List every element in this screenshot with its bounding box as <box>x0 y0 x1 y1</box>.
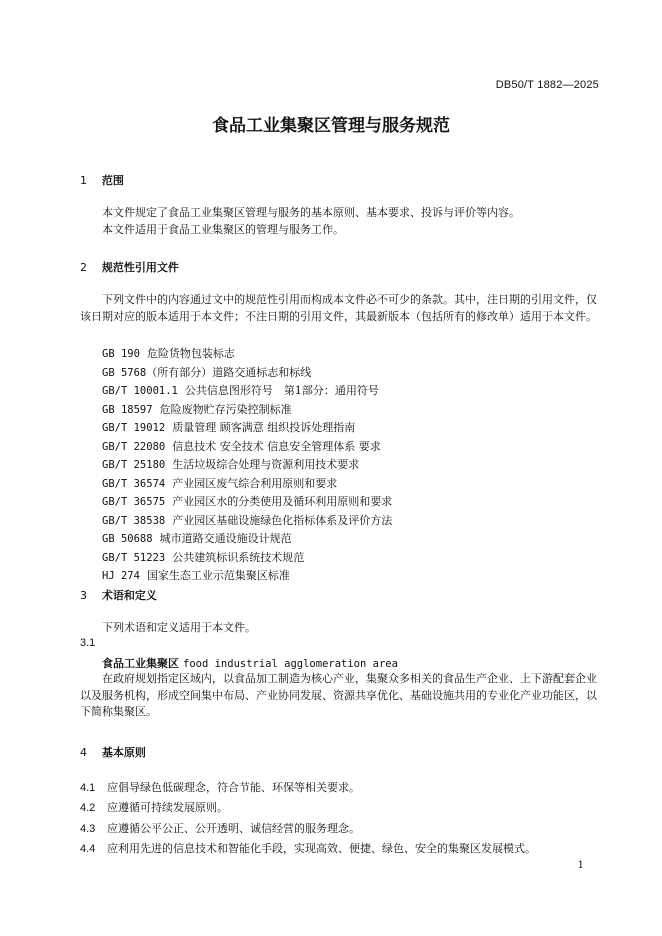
principle-item <box>80 798 536 818</box>
principle-number: 4.3 <box>80 822 96 835</box>
principle-item <box>80 839 536 859</box>
reference-code: GB/T 36574 <box>102 477 166 490</box>
reference-name: 产业园区基础设施绿色化指标体系及评价方法 <box>172 513 393 527</box>
term-chinese: 食品工业集聚区 <box>102 657 179 670</box>
section-heading-scope <box>80 172 124 188</box>
clause-number: 3.1 <box>80 637 96 649</box>
reference-code: HJ 274 <box>102 570 140 582</box>
reference-name: 公共建筑标识系统技术规范 <box>172 550 305 564</box>
reference-code: GB/T 25180 <box>102 459 166 471</box>
reference-name: 质量管理 顾客满意 组织投诉处理指南 <box>172 421 356 434</box>
section-title: 术语和定义 <box>101 589 157 602</box>
principle-number: 4.2 <box>80 802 96 815</box>
scope-paragraph-1: 本文件规定了食品工业集聚区管理与服务的基本原则、基本要求、投诉与评价等内容。 <box>102 206 520 219</box>
reference-name: 产业园区废气综合利用原则和要求 <box>172 476 338 490</box>
section-number: 2 <box>80 261 87 274</box>
section-heading-normative <box>80 259 179 275</box>
principles-list <box>80 778 536 859</box>
principle-item <box>80 778 536 798</box>
reference-name: 城市道路交通设施设计规范 <box>159 532 292 545</box>
reference-item <box>102 364 392 383</box>
reference-item <box>102 549 392 568</box>
reference-item <box>102 419 392 438</box>
reference-list <box>102 345 392 586</box>
reference-item <box>102 493 392 512</box>
reference-name: 危险废物贮存污染控制标准 <box>159 402 292 416</box>
document-title: 食品工业集聚区管理与服务规范 <box>212 116 450 136</box>
section-title: 规范性引用文件 <box>101 261 179 274</box>
principle-item <box>80 819 536 839</box>
reference-item <box>102 438 392 457</box>
reference-name: 信息技术 安全技术 信息安全管理体系 要求 <box>172 439 381 453</box>
reference-name: （所有部分）道路交通标志和标线 <box>146 365 312 379</box>
reference-name: 公共信息图形符号 第1部分：通用符号 <box>184 384 379 397</box>
reference-item <box>102 567 392 586</box>
principle-number: 4.4 <box>80 842 96 855</box>
term-definition: 在政府规划指定区域内，以食品加工制造为核心产业，集聚众多相关的食品生产企业、上下游配套企业以及服务机构，形成空间集中布局、产业协同发展、资源共享优化、基础设施共用的专业化产业功能区，以下简称集聚区。 <box>80 672 597 719</box>
reference-code: GB 18597 <box>102 403 153 416</box>
principle-number: 4.1 <box>80 782 96 794</box>
reference-code: GB 50688 <box>102 533 153 545</box>
reference-code: GB/T 51223 <box>102 551 166 564</box>
normative-intro: 下列文件中的内容通过文中的规范性引用而构成本文件必不可少的条款。其中，注日期的引用文件，仅该日期对应的版本适用于本文件；不注日期的引用文件，其最新版本（包括所有的修改单）适用于本文件。 <box>80 293 597 323</box>
section-title: 范围 <box>101 174 124 187</box>
reference-code: GB/T 22080 <box>102 440 166 453</box>
term-english: food industrial agglomeration area <box>183 658 398 670</box>
principle-text: 应遵循可持续发展原则。 <box>107 801 228 815</box>
reference-code: GB/T 10001.1 <box>102 385 178 397</box>
section-heading-terms <box>80 587 157 603</box>
terms-intro: 下列术语和定义适用于本文件。 <box>102 621 256 634</box>
section-number: 1 <box>80 174 87 187</box>
page-number: 1 <box>577 860 584 871</box>
reference-code: GB 5768 <box>102 366 147 379</box>
reference-name: 危险货物包装标志 <box>146 347 235 360</box>
reference-item <box>102 401 392 420</box>
reference-item <box>102 475 392 494</box>
term-entry <box>102 655 398 671</box>
section-number: 3 <box>80 589 87 602</box>
reference-code: GB/T 19012 <box>102 422 166 434</box>
reference-code: GB/T 38538 <box>102 514 166 527</box>
reference-item <box>102 345 392 364</box>
reference-name: 生活垃圾综合处理与资源利用技术要求 <box>172 458 360 471</box>
section-title: 基本原则 <box>101 746 146 759</box>
reference-item <box>102 512 392 531</box>
principle-text: 应遵循公平公正、公开透明、诚信经营的服务理念。 <box>107 821 360 835</box>
reference-item <box>102 530 392 549</box>
reference-item <box>102 382 392 401</box>
document-code: DB50/T 1882—2025 <box>495 79 599 91</box>
section-heading-principles <box>80 744 146 760</box>
reference-code: GB 190 <box>102 348 140 360</box>
reference-name: 国家生态工业示范集聚区标准 <box>146 569 290 582</box>
scope-paragraph-2: 本文件适用于食品工业集聚区的管理与服务工作。 <box>102 223 344 236</box>
reference-name: 产业园区水的分类使用及循环利用原则和要求 <box>172 495 393 508</box>
reference-code: GB/T 36575 <box>102 496 166 508</box>
principle-text: 应利用先进的信息技术和智能化手段，实现高效、便捷、绿色、安全的集聚区发展模式。 <box>107 841 536 855</box>
section-number: 4 <box>80 746 87 759</box>
reference-item <box>102 456 392 475</box>
principle-text: 应倡导绿色低碳理念，符合节能、环保等相关要求。 <box>107 781 360 794</box>
